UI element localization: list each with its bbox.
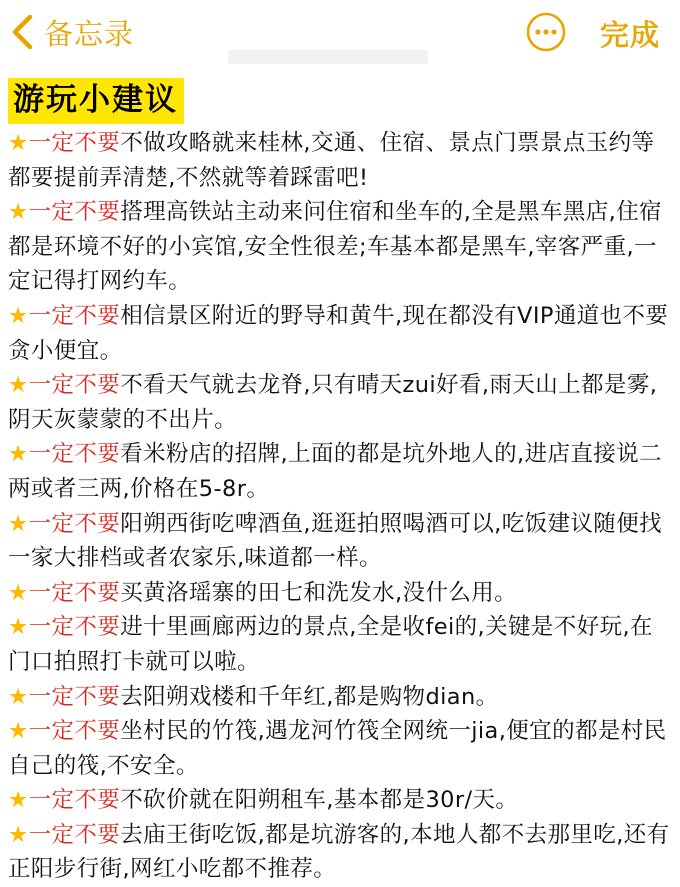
star-icon: ★ bbox=[8, 510, 29, 537]
tip-text: 不做攻略就来桂林,交通、住宿、景点门票景点玉约等都要提前弄清楚,不然就等着踩雷吧! bbox=[8, 130, 655, 191]
star-icon: ★ bbox=[8, 199, 29, 226]
tip-prefix: 一定不要 bbox=[28, 302, 121, 329]
tip-item bbox=[8, 610, 672, 679]
back-label: 备忘录 bbox=[44, 16, 135, 51]
tip-item bbox=[8, 299, 672, 368]
tip-item bbox=[8, 437, 672, 506]
tip-item bbox=[8, 818, 672, 887]
tip-prefix: 一定不要 bbox=[28, 821, 121, 848]
tip-text: 去庙王街吃饭,都是坑游客的,本地人都不去那里吃,还有正阳步行街,网红小吃都不推荐。 bbox=[8, 821, 670, 883]
done-button[interactable]: 完成 bbox=[600, 18, 661, 52]
tip-prefix: 一定不要 bbox=[28, 441, 121, 468]
tip-item bbox=[8, 195, 672, 299]
tip-text: 买黄洛瑶寨的田七和洗发水,没什么用。 bbox=[120, 579, 518, 606]
star-icon: ★ bbox=[8, 441, 29, 468]
tip-item bbox=[8, 126, 672, 195]
note-body[interactable] bbox=[8, 126, 672, 887]
star-icon: ★ bbox=[8, 787, 29, 814]
tip-item bbox=[8, 576, 672, 611]
star-icon: ★ bbox=[8, 579, 29, 606]
tip-prefix: 一定不要 bbox=[28, 787, 121, 814]
tip-text: 坐村民的竹筏,遇龙河竹筏全网统一jia,便宜的都是村民自己的筏,不安全。 bbox=[8, 718, 667, 779]
tip-prefix: 一定不要 bbox=[28, 130, 121, 156]
chevron-left-icon bbox=[6, 10, 42, 54]
tip-prefix: 一定不要 bbox=[28, 510, 121, 537]
tip-item bbox=[8, 680, 672, 715]
tip-prefix: 一定不要 bbox=[28, 372, 121, 399]
tip-prefix: 一定不要 bbox=[28, 614, 121, 641]
navigation-bar bbox=[0, 0, 680, 66]
star-icon: ★ bbox=[8, 130, 29, 156]
tip-prefix: 一定不要 bbox=[28, 579, 121, 606]
tip-text: 相信景区附近的野导和黄牛,现在都没有VIP通道也不要贪小便宜。 bbox=[8, 302, 669, 364]
star-icon: ★ bbox=[8, 821, 29, 848]
tip-prefix: 一定不要 bbox=[28, 683, 121, 710]
star-icon: ★ bbox=[8, 302, 29, 329]
tip-item bbox=[8, 368, 672, 437]
tip-prefix: 一定不要 bbox=[28, 718, 121, 745]
back-button[interactable] bbox=[6, 10, 134, 54]
star-icon: ★ bbox=[8, 683, 29, 710]
tip-text: 不看天气就去龙脊,只有晴天zui好看,雨天山上都是雾,阴天灰蒙蒙的不出片。 bbox=[8, 372, 658, 433]
tip-text: 搭理高铁站主动来问住宿和坐车的,全是黑车黑店,住宿都是环境不好的小宾馆,安全性很差;车基本都是黑车,宰客严重,一定记得打网约车。 bbox=[8, 199, 662, 295]
tip-text: 去阳朔戏楼和千年红,都是购物dian。 bbox=[120, 683, 499, 710]
tip-prefix: 一定不要 bbox=[28, 199, 121, 226]
tip-item bbox=[8, 783, 672, 818]
tip-item bbox=[8, 714, 672, 783]
tip-text: 不砍价就在阳朔租车,基本都是30r/天。 bbox=[120, 787, 519, 814]
note-title-wrapper bbox=[8, 78, 184, 124]
tip-text: 看米粉店的招牌,上面的都是坑外地人的,进店直接说二两或者三两,价格在5-8r。 bbox=[8, 441, 662, 502]
tip-text: 进十里画廊两边的景点,全是收fei的,关键是不好玩,在门口拍照打卡就可以啦。 bbox=[8, 614, 653, 675]
more-button[interactable] bbox=[525, 11, 567, 53]
tip-text: 阳朔西街吃啤酒鱼,逛逛拍照喝酒可以,吃饭建议随便找一家大排档或者农家乐,味道都一样。 bbox=[8, 510, 662, 572]
faded-header-strip bbox=[228, 50, 428, 64]
star-icon: ★ bbox=[8, 372, 29, 399]
note-title[interactable]: 游玩小建议 bbox=[8, 78, 184, 124]
tip-item bbox=[8, 507, 672, 576]
star-icon: ★ bbox=[8, 718, 29, 745]
ellipsis-circle-icon bbox=[525, 38, 567, 57]
star-icon: ★ bbox=[8, 614, 29, 641]
